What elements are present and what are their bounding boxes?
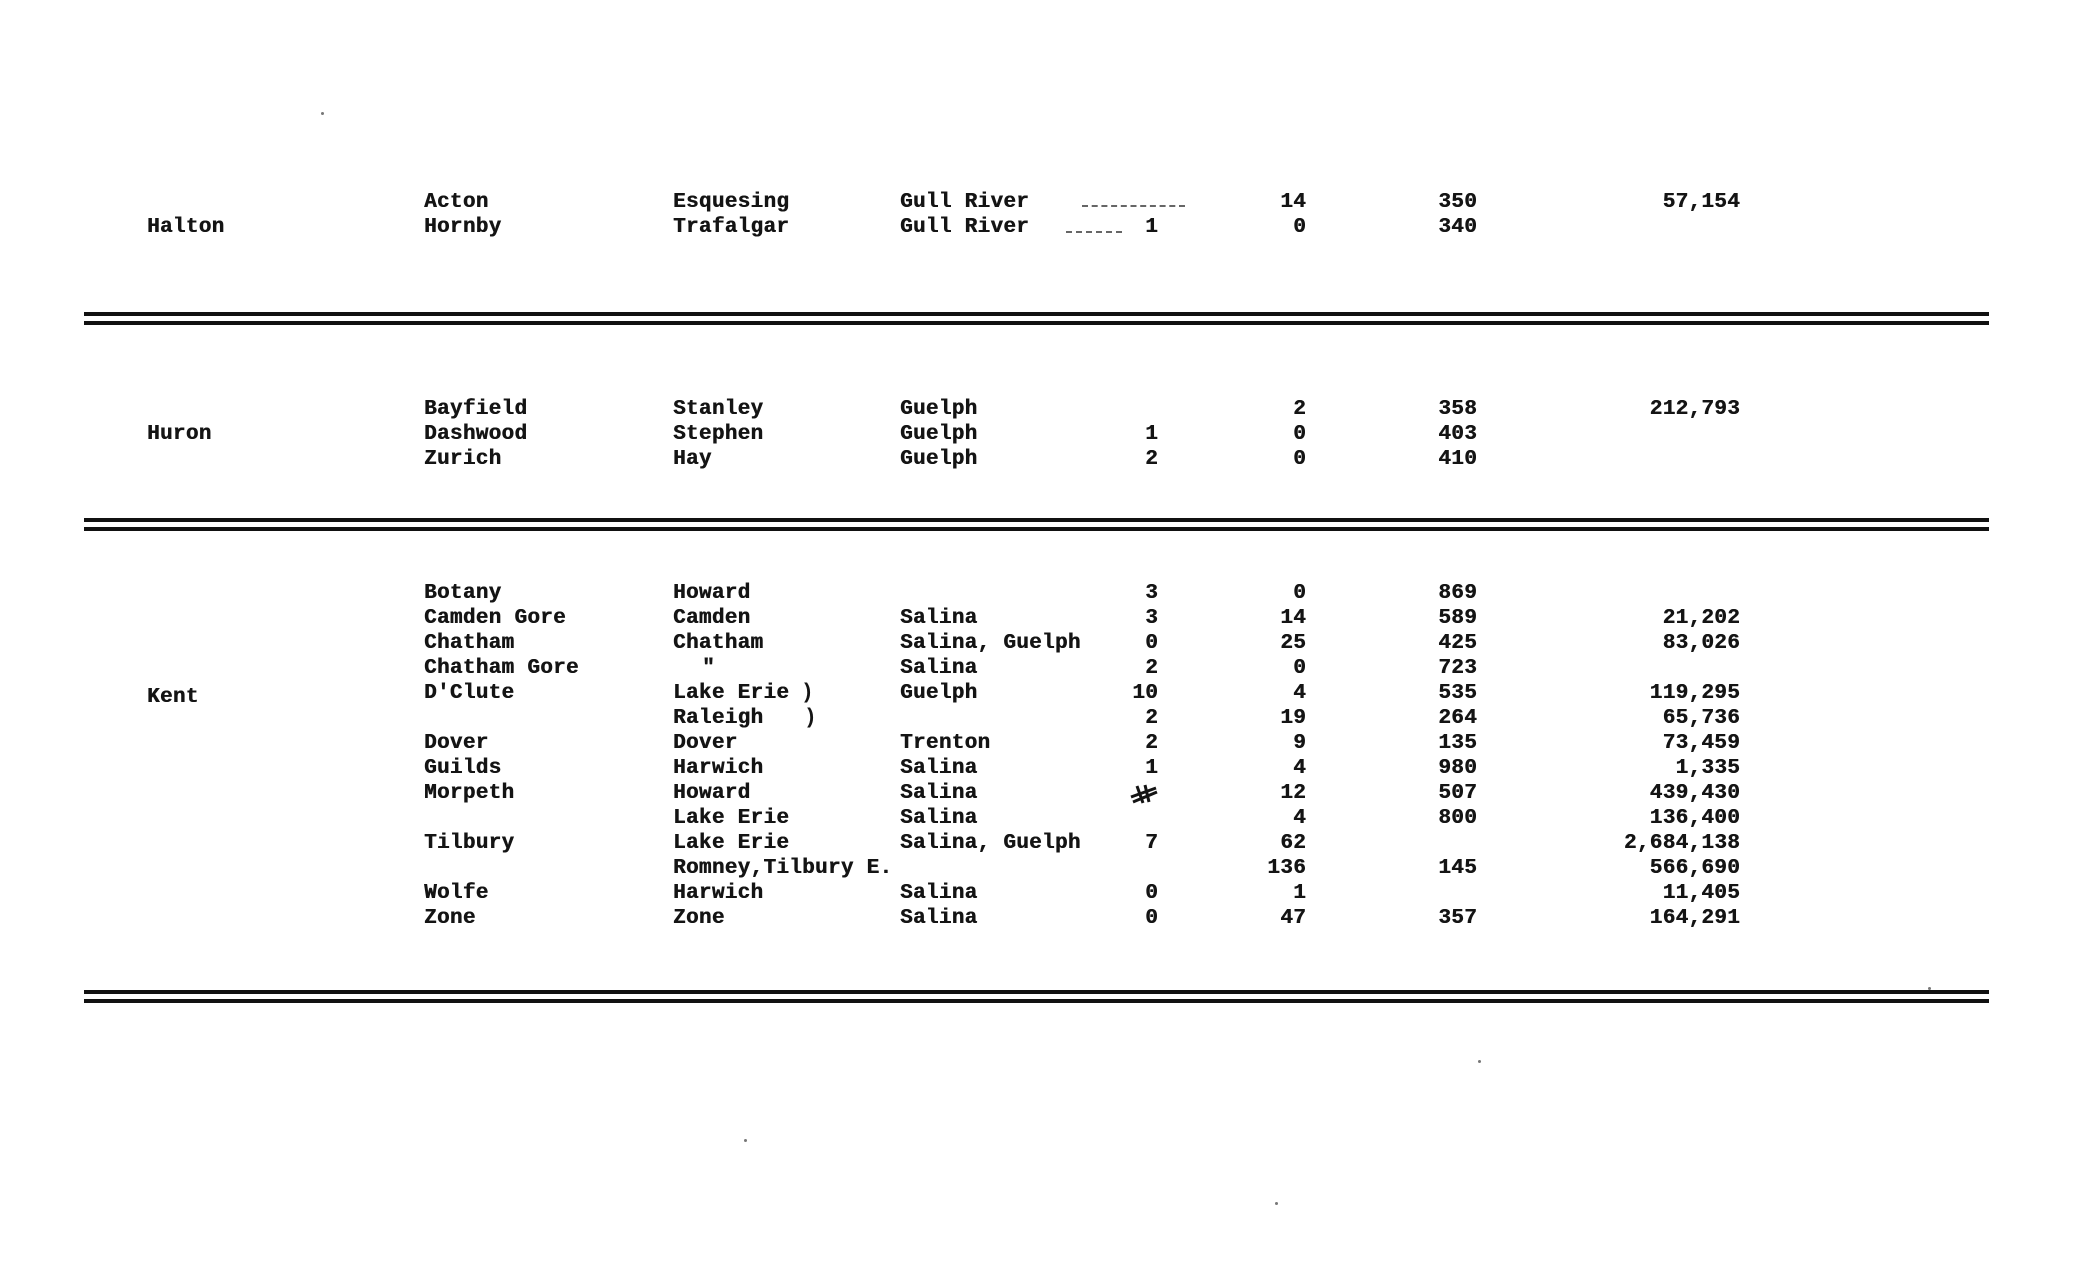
value-d: 403 bbox=[1438, 423, 1477, 446]
field-name: Botany bbox=[424, 582, 502, 605]
formation-name: Salina bbox=[900, 882, 978, 905]
value-d: 869 bbox=[1438, 582, 1477, 605]
township-name: Esquesing bbox=[673, 191, 790, 214]
value-a: 3 bbox=[1145, 582, 1158, 605]
value-a: 0 bbox=[1145, 882, 1158, 905]
value-d: 264 bbox=[1438, 707, 1477, 730]
formation-name: Salina, Guelph bbox=[900, 832, 1081, 855]
value-b: 1 bbox=[1293, 882, 1306, 905]
value-a: 0 bbox=[1145, 632, 1158, 655]
formation-name: Gull River bbox=[900, 216, 1030, 239]
formation-name: Guelph bbox=[900, 682, 978, 705]
value-e: 57,154 bbox=[1662, 191, 1740, 214]
value-b: 4 bbox=[1293, 682, 1306, 705]
township-name: Stephen bbox=[673, 423, 764, 446]
value-a: 2 bbox=[1145, 732, 1158, 755]
value-d: 507 bbox=[1438, 782, 1477, 805]
value-e: 439,430 bbox=[1649, 782, 1740, 805]
township-name: Stanley bbox=[673, 398, 764, 421]
value-e: 83,026 bbox=[1662, 632, 1740, 655]
township-name: Chatham bbox=[673, 632, 764, 655]
township-name: Romney,Tilbury E. bbox=[673, 857, 893, 880]
township-name: Lake Erie bbox=[673, 832, 790, 855]
value-b: 14 bbox=[1280, 607, 1306, 630]
ink-scribble-mark bbox=[1128, 783, 1160, 805]
value-b: 47 bbox=[1280, 907, 1306, 930]
value-e: 119,295 bbox=[1649, 682, 1740, 705]
formation-name: Salina bbox=[900, 907, 978, 930]
value-e: 21,202 bbox=[1662, 607, 1740, 630]
county-label: Huron bbox=[147, 423, 212, 446]
value-d: 800 bbox=[1438, 807, 1477, 830]
value-d: 135 bbox=[1438, 732, 1477, 755]
county-label: Halton bbox=[147, 216, 225, 239]
paper-speck bbox=[321, 112, 324, 115]
value-a: 10 bbox=[1132, 682, 1158, 705]
value-d: 350 bbox=[1438, 191, 1477, 214]
value-d: 535 bbox=[1438, 682, 1477, 705]
value-b: 62 bbox=[1280, 832, 1306, 855]
field-name: Zurich bbox=[424, 448, 502, 471]
field-name: Camden Gore bbox=[424, 607, 566, 630]
field-name: Chatham bbox=[424, 632, 515, 655]
value-b: 0 bbox=[1293, 582, 1306, 605]
formation-name: Salina bbox=[900, 807, 978, 830]
township-name: Zone bbox=[673, 907, 725, 930]
value-d: 340 bbox=[1438, 216, 1477, 239]
value-a: 1 bbox=[1145, 216, 1158, 239]
field-name: Dashwood bbox=[424, 423, 528, 446]
value-b: 0 bbox=[1293, 657, 1306, 680]
value-e: 11,405 bbox=[1662, 882, 1740, 905]
township-name: Hay bbox=[673, 448, 712, 471]
formation-name: Gull River bbox=[900, 191, 1030, 214]
township-name: Harwich bbox=[673, 757, 764, 780]
township-name: Raleigh bbox=[673, 707, 764, 730]
township-name: Lake Erie bbox=[673, 682, 790, 705]
value-a: 1 bbox=[1145, 423, 1158, 446]
value-d: 589 bbox=[1438, 607, 1477, 630]
value-b: 19 bbox=[1280, 707, 1306, 730]
brace-mark: ) bbox=[804, 707, 817, 730]
value-b: 12 bbox=[1280, 782, 1306, 805]
value-d: 980 bbox=[1438, 757, 1477, 780]
value-e: 212,793 bbox=[1649, 398, 1740, 421]
value-d: 357 bbox=[1438, 907, 1477, 930]
value-a: 1 bbox=[1145, 757, 1158, 780]
value-e: 164,291 bbox=[1649, 907, 1740, 930]
leader-dashes bbox=[1082, 205, 1185, 207]
county-label: Kent bbox=[147, 686, 199, 709]
value-b: 14 bbox=[1280, 191, 1306, 214]
field-name: D'Clute bbox=[424, 682, 515, 705]
paper-speck bbox=[1275, 1202, 1278, 1205]
formation-name: Salina bbox=[900, 607, 978, 630]
value-d: 410 bbox=[1438, 448, 1477, 471]
field-name: Bayfield bbox=[424, 398, 528, 421]
value-e: 73,459 bbox=[1662, 732, 1740, 755]
township-name: Howard bbox=[673, 582, 751, 605]
value-a: 2 bbox=[1145, 657, 1158, 680]
township-name: Dover bbox=[673, 732, 738, 755]
double-rule-separator bbox=[84, 990, 1989, 1005]
ditto-mark: " bbox=[702, 657, 715, 680]
value-e: 1,335 bbox=[1675, 757, 1740, 780]
field-name: Guilds bbox=[424, 757, 502, 780]
field-name: Dover bbox=[424, 732, 489, 755]
value-b: 4 bbox=[1293, 807, 1306, 830]
value-d: 723 bbox=[1438, 657, 1477, 680]
township-name: Trafalgar bbox=[673, 216, 790, 239]
value-a: 2 bbox=[1145, 448, 1158, 471]
value-a: 3 bbox=[1145, 607, 1158, 630]
value-b: 4 bbox=[1293, 757, 1306, 780]
field-name: Acton bbox=[424, 191, 489, 214]
value-b: 0 bbox=[1293, 423, 1306, 446]
value-d: 358 bbox=[1438, 398, 1477, 421]
value-b: 25 bbox=[1280, 632, 1306, 655]
township-name: Harwich bbox=[673, 882, 764, 905]
formation-name: Guelph bbox=[900, 398, 978, 421]
paper-speck bbox=[1928, 987, 1931, 990]
formation-name: Guelph bbox=[900, 448, 978, 471]
value-e: 2,684,138 bbox=[1623, 832, 1740, 855]
value-b: 9 bbox=[1293, 732, 1306, 755]
brace-mark: ) bbox=[801, 682, 814, 705]
formation-name: Salina bbox=[900, 757, 978, 780]
value-a: 2 bbox=[1145, 707, 1158, 730]
township-name: Lake Erie bbox=[673, 807, 790, 830]
township-name: Howard bbox=[673, 782, 751, 805]
value-b: 136 bbox=[1267, 857, 1306, 880]
value-b: 0 bbox=[1293, 216, 1306, 239]
formation-name: Salina bbox=[900, 782, 978, 805]
field-name: Morpeth bbox=[424, 782, 515, 805]
field-name: Wolfe bbox=[424, 882, 489, 905]
township-name: Camden bbox=[673, 607, 751, 630]
field-name: Chatham Gore bbox=[424, 657, 579, 680]
value-a: 7 bbox=[1145, 832, 1158, 855]
formation-name: Trenton bbox=[900, 732, 991, 755]
value-b: 0 bbox=[1293, 448, 1306, 471]
value-b: 2 bbox=[1293, 398, 1306, 421]
field-name: Hornby bbox=[424, 216, 502, 239]
value-e: 136,400 bbox=[1649, 807, 1740, 830]
value-e: 65,736 bbox=[1662, 707, 1740, 730]
value-a: 0 bbox=[1145, 907, 1158, 930]
formation-name: Salina bbox=[900, 657, 978, 680]
paper-speck bbox=[1478, 1060, 1481, 1063]
double-rule-separator bbox=[84, 312, 1989, 327]
paper-speck bbox=[744, 1139, 747, 1142]
formation-name: Salina, Guelph bbox=[900, 632, 1081, 655]
formation-name: Guelph bbox=[900, 423, 978, 446]
field-name: Tilbury bbox=[424, 832, 515, 855]
value-e: 566,690 bbox=[1649, 857, 1740, 880]
double-rule-separator bbox=[84, 518, 1989, 533]
field-name: Zone bbox=[424, 907, 476, 930]
value-d: 425 bbox=[1438, 632, 1477, 655]
value-d: 145 bbox=[1438, 857, 1477, 880]
